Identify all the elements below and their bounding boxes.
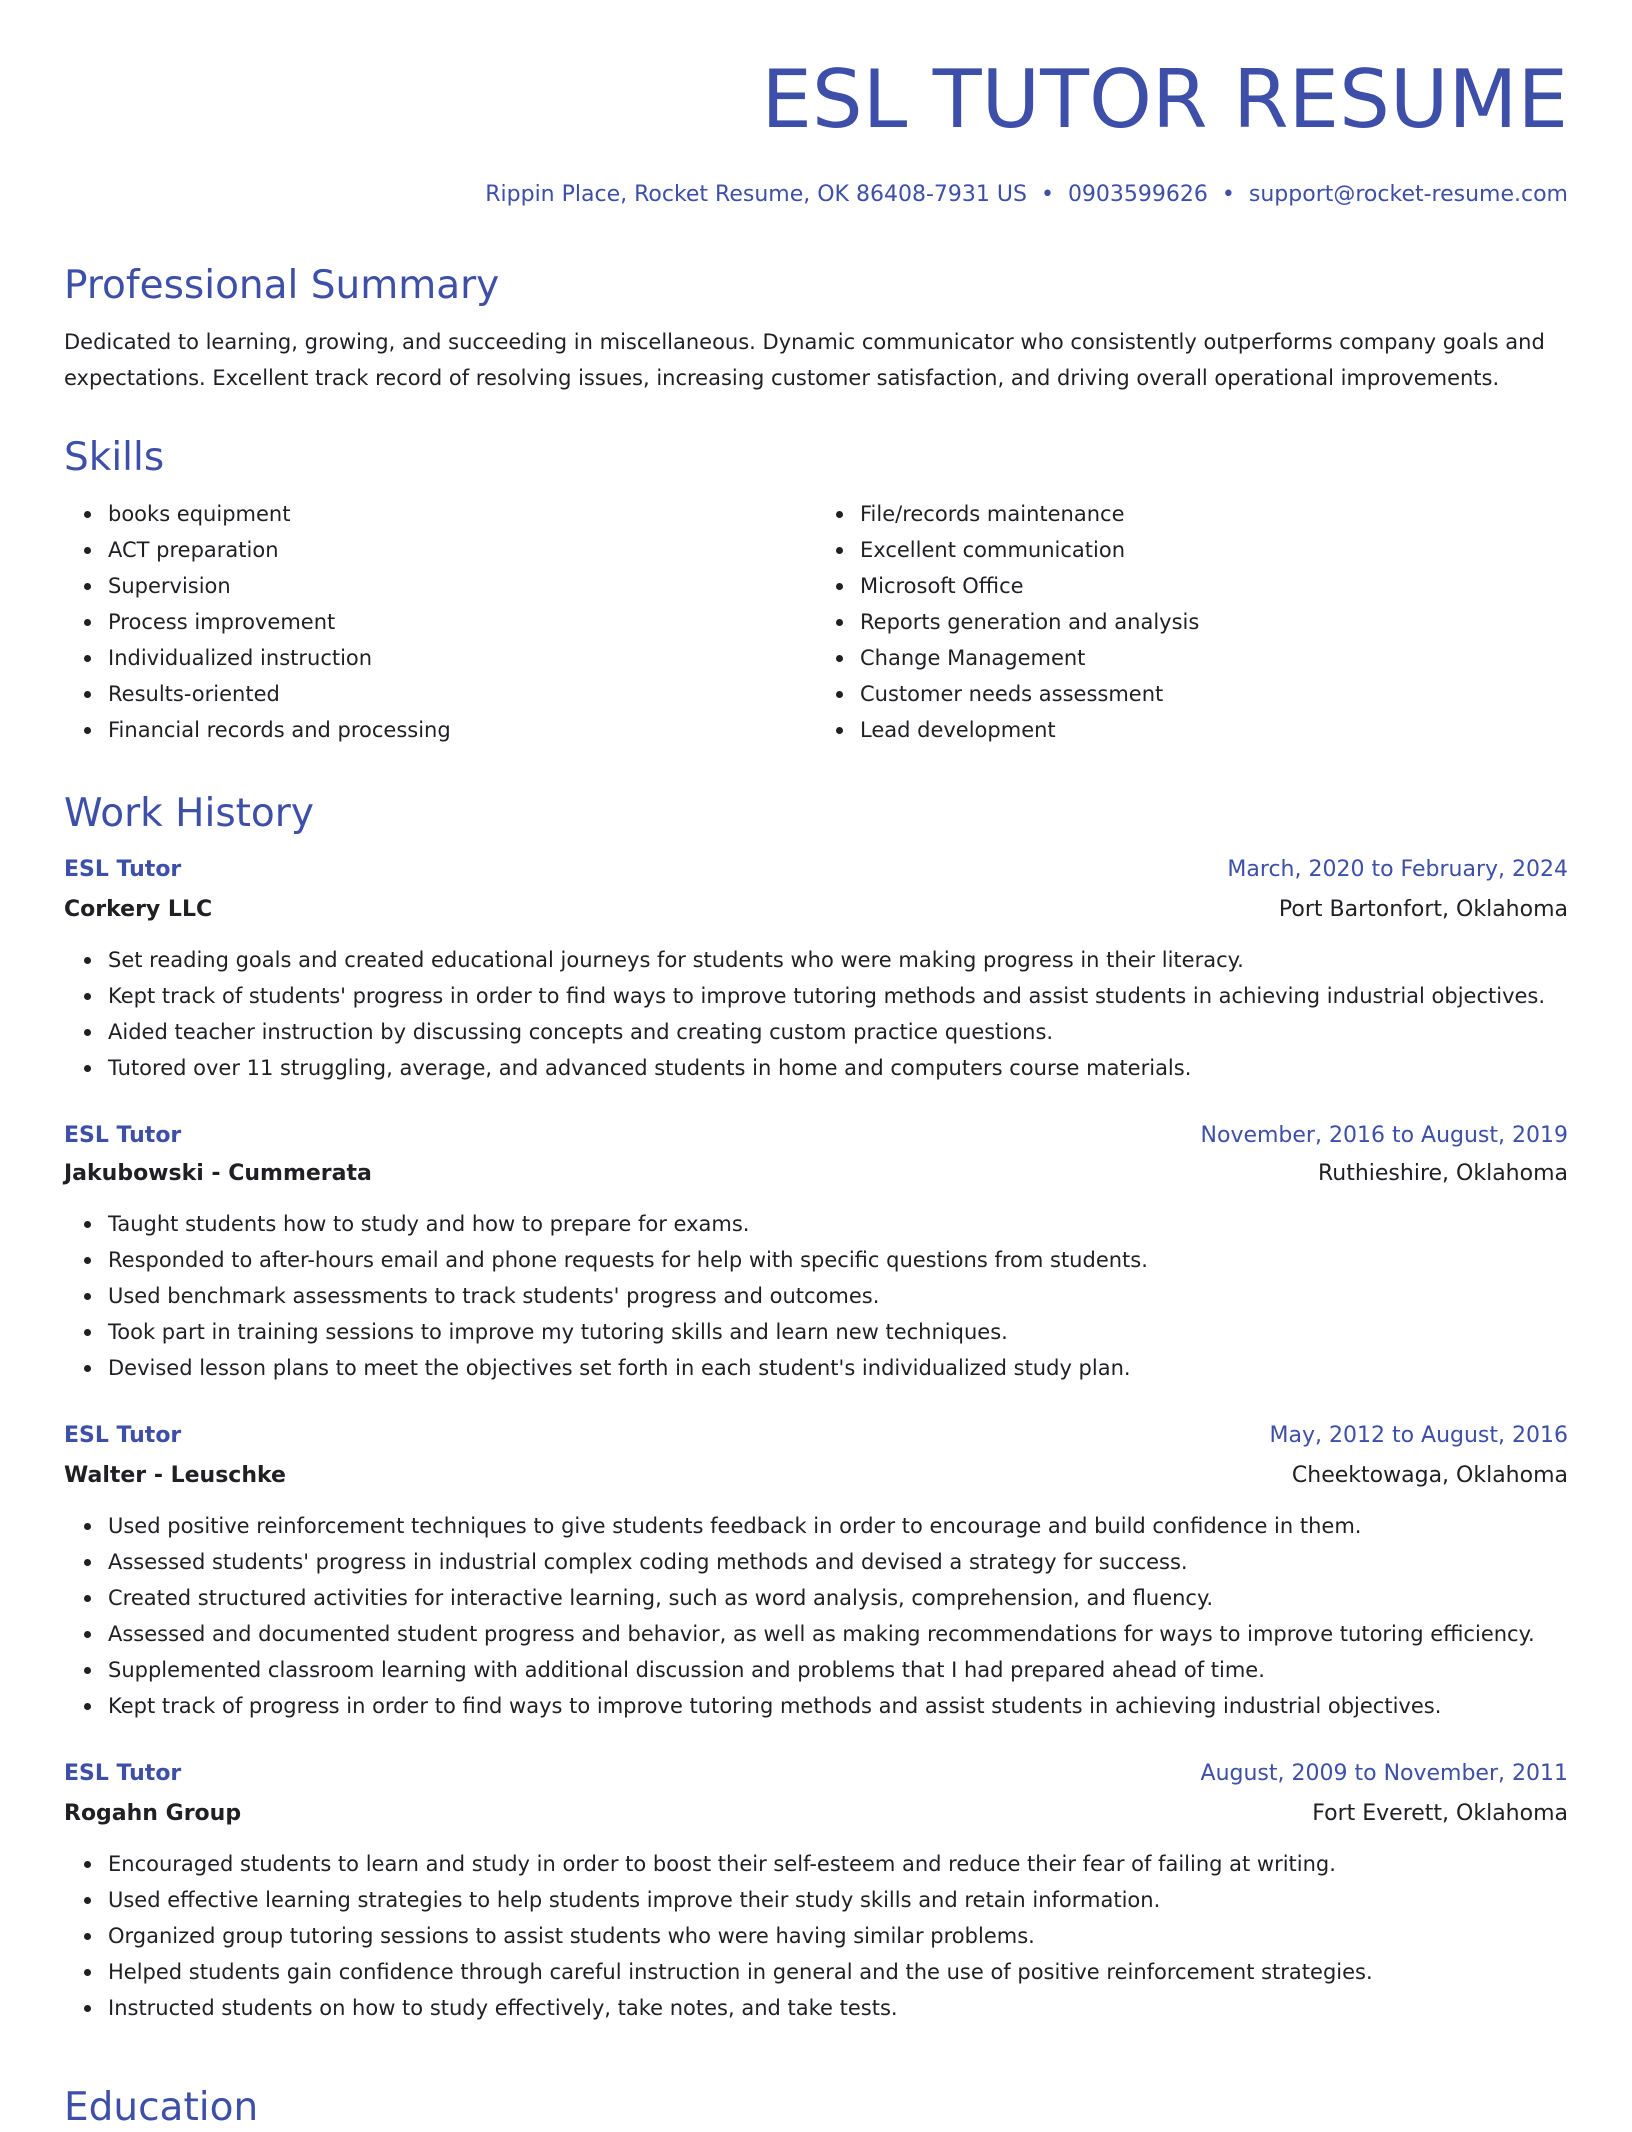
company-name: Jakubowski - Cummerata: [64, 1161, 372, 1186]
resume-title: ESL TUTOR RESUME: [761, 53, 1568, 146]
separator-dot: •: [1040, 182, 1054, 207]
job-title: ESL Tutor: [64, 857, 182, 882]
job-entry: [64, 852, 1568, 1086]
skill-item: Supervision: [108, 568, 816, 604]
skill-item: books equipment: [108, 496, 816, 532]
skill-item: ACT preparation: [108, 532, 816, 568]
job-bullet: Helped students gain confidence through careful instruction in general and the use of positive reinforcement strategies.: [108, 1954, 1568, 1990]
job-company-row: [64, 1156, 1568, 1192]
email-link[interactable]: support@rocket-resume.com: [1248, 182, 1568, 207]
job-bullet: Used positive reinforcement techniques to give students feedback in order to encourage and build confidence in them.: [108, 1508, 1568, 1544]
company-name: Rogahn Group: [64, 1801, 242, 1826]
job-title-row: [64, 1756, 1568, 1792]
skills-columns: [64, 496, 1568, 748]
job-bullet: Encouraged students to learn and study in order to boost their self-esteem and reduce their fear of failing at writing.: [108, 1846, 1568, 1882]
job-bullet: Assessed students' progress in industrial complex coding methods and devised a strategy for success.: [108, 1544, 1568, 1580]
job-location: Cheektowaga, Oklahoma: [1291, 1463, 1568, 1488]
job-title-row: [64, 852, 1568, 888]
phone-text: 0903599626: [1067, 182, 1208, 207]
job-entry: [64, 1756, 1568, 2026]
job-bullet: Supplemented classroom learning with additional discussion and problems that I had prepared ahead of time.: [108, 1652, 1568, 1688]
skill-item: Financial records and processing: [108, 712, 816, 748]
skills-section: [64, 434, 1568, 748]
job-company-row: [64, 892, 1568, 928]
summary-text: Dedicated to learning, growing, and succeeding in miscellaneous. Dynamic communicator who consistently outperforms company goals and expectations. Excellent track record of resolving issues, increasing customer satisfaction, and driving overall operational improvements.: [64, 330, 1545, 390]
skills-heading: Skills: [64, 435, 165, 480]
job-bullets: [64, 1508, 1568, 1724]
skill-item: Reports generation and analysis: [860, 604, 1568, 640]
skill-item: Process improvement: [108, 604, 816, 640]
skills-list-left: [64, 496, 816, 748]
job-location: Ruthieshire, Oklahoma: [1317, 1161, 1568, 1186]
job-bullet: Kept track of students' progress in order to find ways to improve tutoring methods and assist students in achieving industrial objectives.: [108, 978, 1568, 1014]
job-entry: [64, 1118, 1568, 1386]
company-name: Corkery LLC: [64, 897, 213, 922]
company-name: Walter - Leuschke: [64, 1463, 286, 1488]
job-title-row: [64, 1118, 1568, 1154]
summary-heading: Professional Summary: [64, 263, 500, 308]
job-bullet: Assessed and documented student progress and behavior, as well as making recommendations for ways to improve tutoring efficiency.: [108, 1616, 1568, 1652]
job-bullets: [64, 942, 1568, 1086]
job-bullet: Taught students how to study and how to prepare for exams.: [108, 1206, 1568, 1242]
skill-item: File/records maintenance: [860, 496, 1568, 532]
job-title: ESL Tutor: [64, 1123, 182, 1148]
job-bullets: [64, 1846, 1568, 2026]
skill-item: Customer needs assessment: [860, 676, 1568, 712]
address-text: Rippin Place, Rocket Resume, OK 86408-7931 US: [485, 182, 1027, 207]
job-bullet: Responded to after-hours email and phone requests for help with specific questions from students.: [108, 1242, 1568, 1278]
job-bullet: Organized group tutoring sessions to assist students who were having similar problems.: [108, 1918, 1568, 1954]
skill-item: Microsoft Office: [860, 568, 1568, 604]
job-location: Fort Everett, Oklahoma: [1312, 1801, 1568, 1826]
job-bullet: Created structured activities for interactive learning, such as word analysis, comprehension, and fluency.: [108, 1580, 1568, 1616]
job-bullet: Took part in training sessions to improve my tutoring skills and learn new techniques.: [108, 1314, 1568, 1350]
summary-section: [64, 262, 1568, 396]
job-bullet: Devised lesson plans to meet the objectives set forth in each student's individualized study plan.: [108, 1350, 1568, 1386]
job-dates: November, 2016 to August, 2019: [1200, 1123, 1568, 1148]
skill-item: Results-oriented: [108, 676, 816, 712]
job-location: Port Bartonfort, Oklahoma: [1278, 897, 1568, 922]
contact-line: [485, 180, 1568, 210]
skill-item: Lead development: [860, 712, 1568, 748]
job-dates: August, 2009 to November, 2011: [1200, 1761, 1568, 1786]
job-bullet: Set reading goals and created educational journeys for students who were making progress in their literacy.: [108, 942, 1568, 978]
job-title: ESL Tutor: [64, 1423, 182, 1448]
job-bullets: [64, 1206, 1568, 1386]
job-dates: March, 2020 to February, 2024: [1227, 857, 1568, 882]
job-bullet: Kept track of progress in order to find ways to improve tutoring methods and assist students in achieving industrial objectives.: [108, 1688, 1568, 1724]
job-title-row: [64, 1418, 1568, 1454]
job-title: ESL Tutor: [64, 1761, 182, 1786]
job-bullet: Used effective learning strategies to help students improve their study skills and retain information.: [108, 1882, 1568, 1918]
skill-item: Excellent communication: [860, 532, 1568, 568]
separator-dot: •: [1221, 182, 1235, 207]
job-entry: [64, 1418, 1568, 1724]
skill-item: Individualized instruction: [108, 640, 816, 676]
job-bullet: Tutored over 11 struggling, average, and advanced students in home and computers course materials.: [108, 1050, 1568, 1086]
job-bullet: Aided teacher instruction by discussing concepts and creating custom practice questions.: [108, 1014, 1568, 1050]
work-history-section: [64, 790, 1568, 2026]
education-heading: Education: [64, 2085, 259, 2130]
skill-item: Change Management: [860, 640, 1568, 676]
skills-list-right: [816, 496, 1568, 748]
job-company-row: [64, 1796, 1568, 1832]
job-dates: May, 2012 to August, 2016: [1269, 1423, 1568, 1448]
job-bullet: Used benchmark assessments to track students' progress and outcomes.: [108, 1278, 1568, 1314]
work-history-heading: Work History: [64, 791, 314, 836]
job-bullet: Instructed students on how to study effectively, take notes, and take tests.: [108, 1990, 1568, 2026]
job-company-row: [64, 1458, 1568, 1494]
